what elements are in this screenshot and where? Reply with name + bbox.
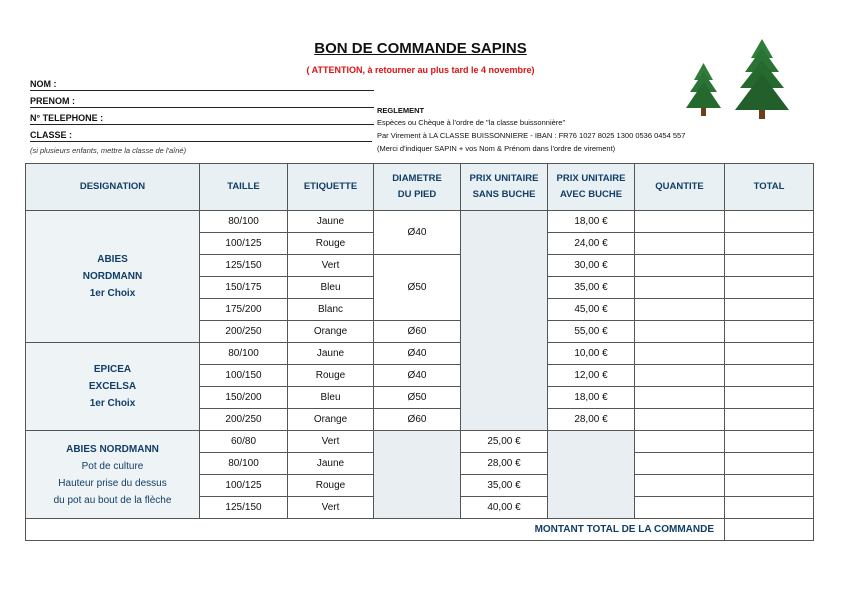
- quantite-input[interactable]: [635, 277, 725, 299]
- pu-sans-cell: 40,00 €: [461, 497, 548, 519]
- group-line: du pot au bout de la flèche: [53, 494, 172, 506]
- pu-avec-cell: 35,00 €: [548, 277, 635, 299]
- total-cell: [725, 211, 814, 233]
- group-line: Pot de culture: [81, 460, 144, 472]
- header-diametre-1: DIAMETRE: [392, 173, 442, 184]
- reglement-title: REGLEMENT: [377, 106, 425, 115]
- etiquette-cell: Orange: [288, 409, 374, 431]
- pu-avec-cell: 45,00 €: [548, 299, 635, 321]
- quantite-input[interactable]: [635, 343, 725, 365]
- pu-sans-buche-shaded: [461, 211, 548, 431]
- nom-field[interactable]: [30, 79, 374, 91]
- taille-cell: 100/125: [200, 475, 288, 497]
- pu-avec-cell: 18,00 €: [548, 387, 635, 409]
- taille-cell: 150/200: [200, 387, 288, 409]
- prenom-label: PRENOM :: [30, 96, 75, 106]
- group-line: 1er Choix: [89, 398, 136, 409]
- quantite-input[interactable]: [635, 453, 725, 475]
- large-tree-icon: [735, 39, 789, 119]
- taille-cell: 100/125: [200, 233, 288, 255]
- etiquette-cell: Vert: [288, 431, 374, 453]
- grand-total-cell[interactable]: [725, 519, 814, 541]
- quantite-input[interactable]: [635, 255, 725, 277]
- quantite-input[interactable]: [635, 475, 725, 497]
- pu-avec-cell: 30,00 €: [548, 255, 635, 277]
- prenom-field[interactable]: [30, 96, 374, 108]
- header-total: TOTAL: [725, 164, 814, 211]
- pu-avec-cell: 55,00 €: [548, 321, 635, 343]
- pu-sans-cell: 25,00 €: [461, 431, 548, 453]
- etiquette-cell: Orange: [288, 321, 374, 343]
- header-designation: DESIGNATION: [26, 164, 200, 211]
- total-cell: [725, 431, 814, 453]
- taille-cell: 100/150: [200, 365, 288, 387]
- etiquette-cell: Jaune: [288, 343, 374, 365]
- taille-cell: 80/100: [200, 343, 288, 365]
- header-pu-sans-1: PRIX UNITAIRE: [469, 173, 539, 184]
- quantite-input[interactable]: [635, 365, 725, 387]
- header-pu-sans-buche: [461, 164, 548, 211]
- quantite-input[interactable]: [635, 233, 725, 255]
- page-title: BON DE COMMANDE SAPINS: [314, 40, 527, 57]
- nom-label: NOM :: [30, 79, 57, 89]
- table-header-row: [26, 164, 814, 211]
- pu-avec-cell: 28,00 €: [548, 409, 635, 431]
- classe-label: CLASSE :: [30, 130, 73, 140]
- total-cell: [725, 321, 814, 343]
- header-pu-sans-2: SANS BUCHE: [472, 189, 536, 200]
- pu-sans-cell: 28,00 €: [461, 453, 548, 475]
- table-row: [26, 343, 814, 365]
- taille-cell: 200/250: [200, 321, 288, 343]
- quantite-input[interactable]: [635, 299, 725, 321]
- etiquette-cell: Rouge: [288, 475, 374, 497]
- quantite-input[interactable]: [635, 431, 725, 453]
- quantite-input[interactable]: [635, 387, 725, 409]
- quantite-input[interactable]: [635, 321, 725, 343]
- reglement-line-1: Espèces ou Chèque à l'ordre de "la classe buissonnière": [377, 118, 566, 127]
- group-line: 1er Choix: [89, 288, 136, 299]
- group-line: EPICEA: [93, 364, 132, 375]
- group-epicea-excelsa: [26, 343, 200, 431]
- total-cell: [725, 387, 814, 409]
- group-line: EXCELSA: [88, 381, 137, 392]
- total-cell: [725, 277, 814, 299]
- header-pu-avec-2: AVEC BUCHE: [559, 189, 623, 200]
- etiquette-cell: Rouge: [288, 365, 374, 387]
- pu-avec-cell: 24,00 €: [548, 233, 635, 255]
- total-cell: [725, 497, 814, 519]
- header-etiquette: ETIQUETTE: [288, 164, 374, 211]
- pu-avec-cell: 18,00 €: [548, 211, 635, 233]
- telephone-field[interactable]: [30, 113, 374, 125]
- group-line: NORDMANN: [82, 271, 143, 282]
- total-cell: [725, 343, 814, 365]
- total-cell: [725, 453, 814, 475]
- total-cell: [725, 409, 814, 431]
- total-label: MONTANT TOTAL DE LA COMMANDE: [26, 519, 725, 541]
- diametre-cell: Ø50: [374, 387, 461, 409]
- quantite-input[interactable]: [635, 497, 725, 519]
- total-cell: [725, 475, 814, 497]
- header-diametre: [374, 164, 461, 211]
- diametre-cell: Ø50: [374, 255, 461, 321]
- pu-avec-cell: 10,00 €: [548, 343, 635, 365]
- taille-cell: 150/175: [200, 277, 288, 299]
- etiquette-cell: Vert: [288, 497, 374, 519]
- total-cell: [725, 255, 814, 277]
- quantite-input[interactable]: [635, 409, 725, 431]
- taille-cell: 200/250: [200, 409, 288, 431]
- classe-hint: (si plusieurs enfants, mettre la classe de l'aîné): [30, 146, 187, 155]
- diametre-shaded: [374, 431, 461, 519]
- taille-cell: 125/150: [200, 255, 288, 277]
- taille-cell: 80/100: [200, 211, 288, 233]
- reglement-line-3: (Merci d'indiquer SAPIN + vos Nom & Prénom dans l'ordre de virement): [377, 144, 616, 153]
- diametre-cell: Ø40: [374, 211, 461, 255]
- table-row: [26, 211, 814, 233]
- diametre-cell: Ø40: [374, 365, 461, 387]
- table-row: [26, 431, 814, 453]
- group-line: ABIES NORDMANN: [66, 443, 159, 455]
- taille-cell: 175/200: [200, 299, 288, 321]
- taille-cell: 125/150: [200, 497, 288, 519]
- group-line: ABIES: [97, 254, 128, 265]
- header-quantite: QUANTITE: [635, 164, 725, 211]
- telephone-label: N° TELEPHONE :: [30, 113, 104, 123]
- total-cell: [725, 365, 814, 387]
- header-taille: TAILLE: [200, 164, 288, 211]
- christmas-trees-icon: [682, 36, 797, 122]
- pu-avec-shaded: [548, 431, 635, 519]
- quantite-input[interactable]: [635, 211, 725, 233]
- classe-field[interactable]: [30, 130, 372, 142]
- etiquette-cell: Bleu: [288, 387, 374, 409]
- taille-cell: 60/80: [200, 431, 288, 453]
- header-diametre-2: DU PIED: [397, 189, 437, 200]
- order-table: [25, 163, 814, 541]
- etiquette-cell: Vert: [288, 255, 374, 277]
- reglement-line-2: Par Virement à LA CLASSE BUISSONNIERE - IBAN : FR76 1027 8025 1300 0536 0454 557: [377, 131, 686, 140]
- header-pu-avec-1: PRIX UNITAIRE: [556, 173, 626, 184]
- pu-sans-cell: 35,00 €: [461, 475, 548, 497]
- group-line: Hauteur prise du dessus: [58, 477, 167, 489]
- total-cell: [725, 299, 814, 321]
- etiquette-cell: Jaune: [288, 453, 374, 475]
- header-pu-avec-buche: [548, 164, 635, 211]
- group-abies-nordmann-pot: [26, 431, 200, 519]
- group-abies-nordmann: [26, 211, 200, 343]
- total-cell: [725, 233, 814, 255]
- pu-avec-cell: 12,00 €: [548, 365, 635, 387]
- diametre-cell: Ø60: [374, 409, 461, 431]
- diametre-cell: Ø60: [374, 321, 461, 343]
- etiquette-cell: Rouge: [288, 233, 374, 255]
- small-tree-icon: [686, 63, 721, 116]
- etiquette-cell: Jaune: [288, 211, 374, 233]
- total-row: [26, 519, 814, 541]
- diametre-cell: Ø40: [374, 343, 461, 365]
- taille-cell: 80/100: [200, 453, 288, 475]
- attention-note: ( ATTENTION, à retourner au plus tard le 4 novembre): [306, 65, 535, 75]
- etiquette-cell: Bleu: [288, 277, 374, 299]
- etiquette-cell: Blanc: [288, 299, 374, 321]
